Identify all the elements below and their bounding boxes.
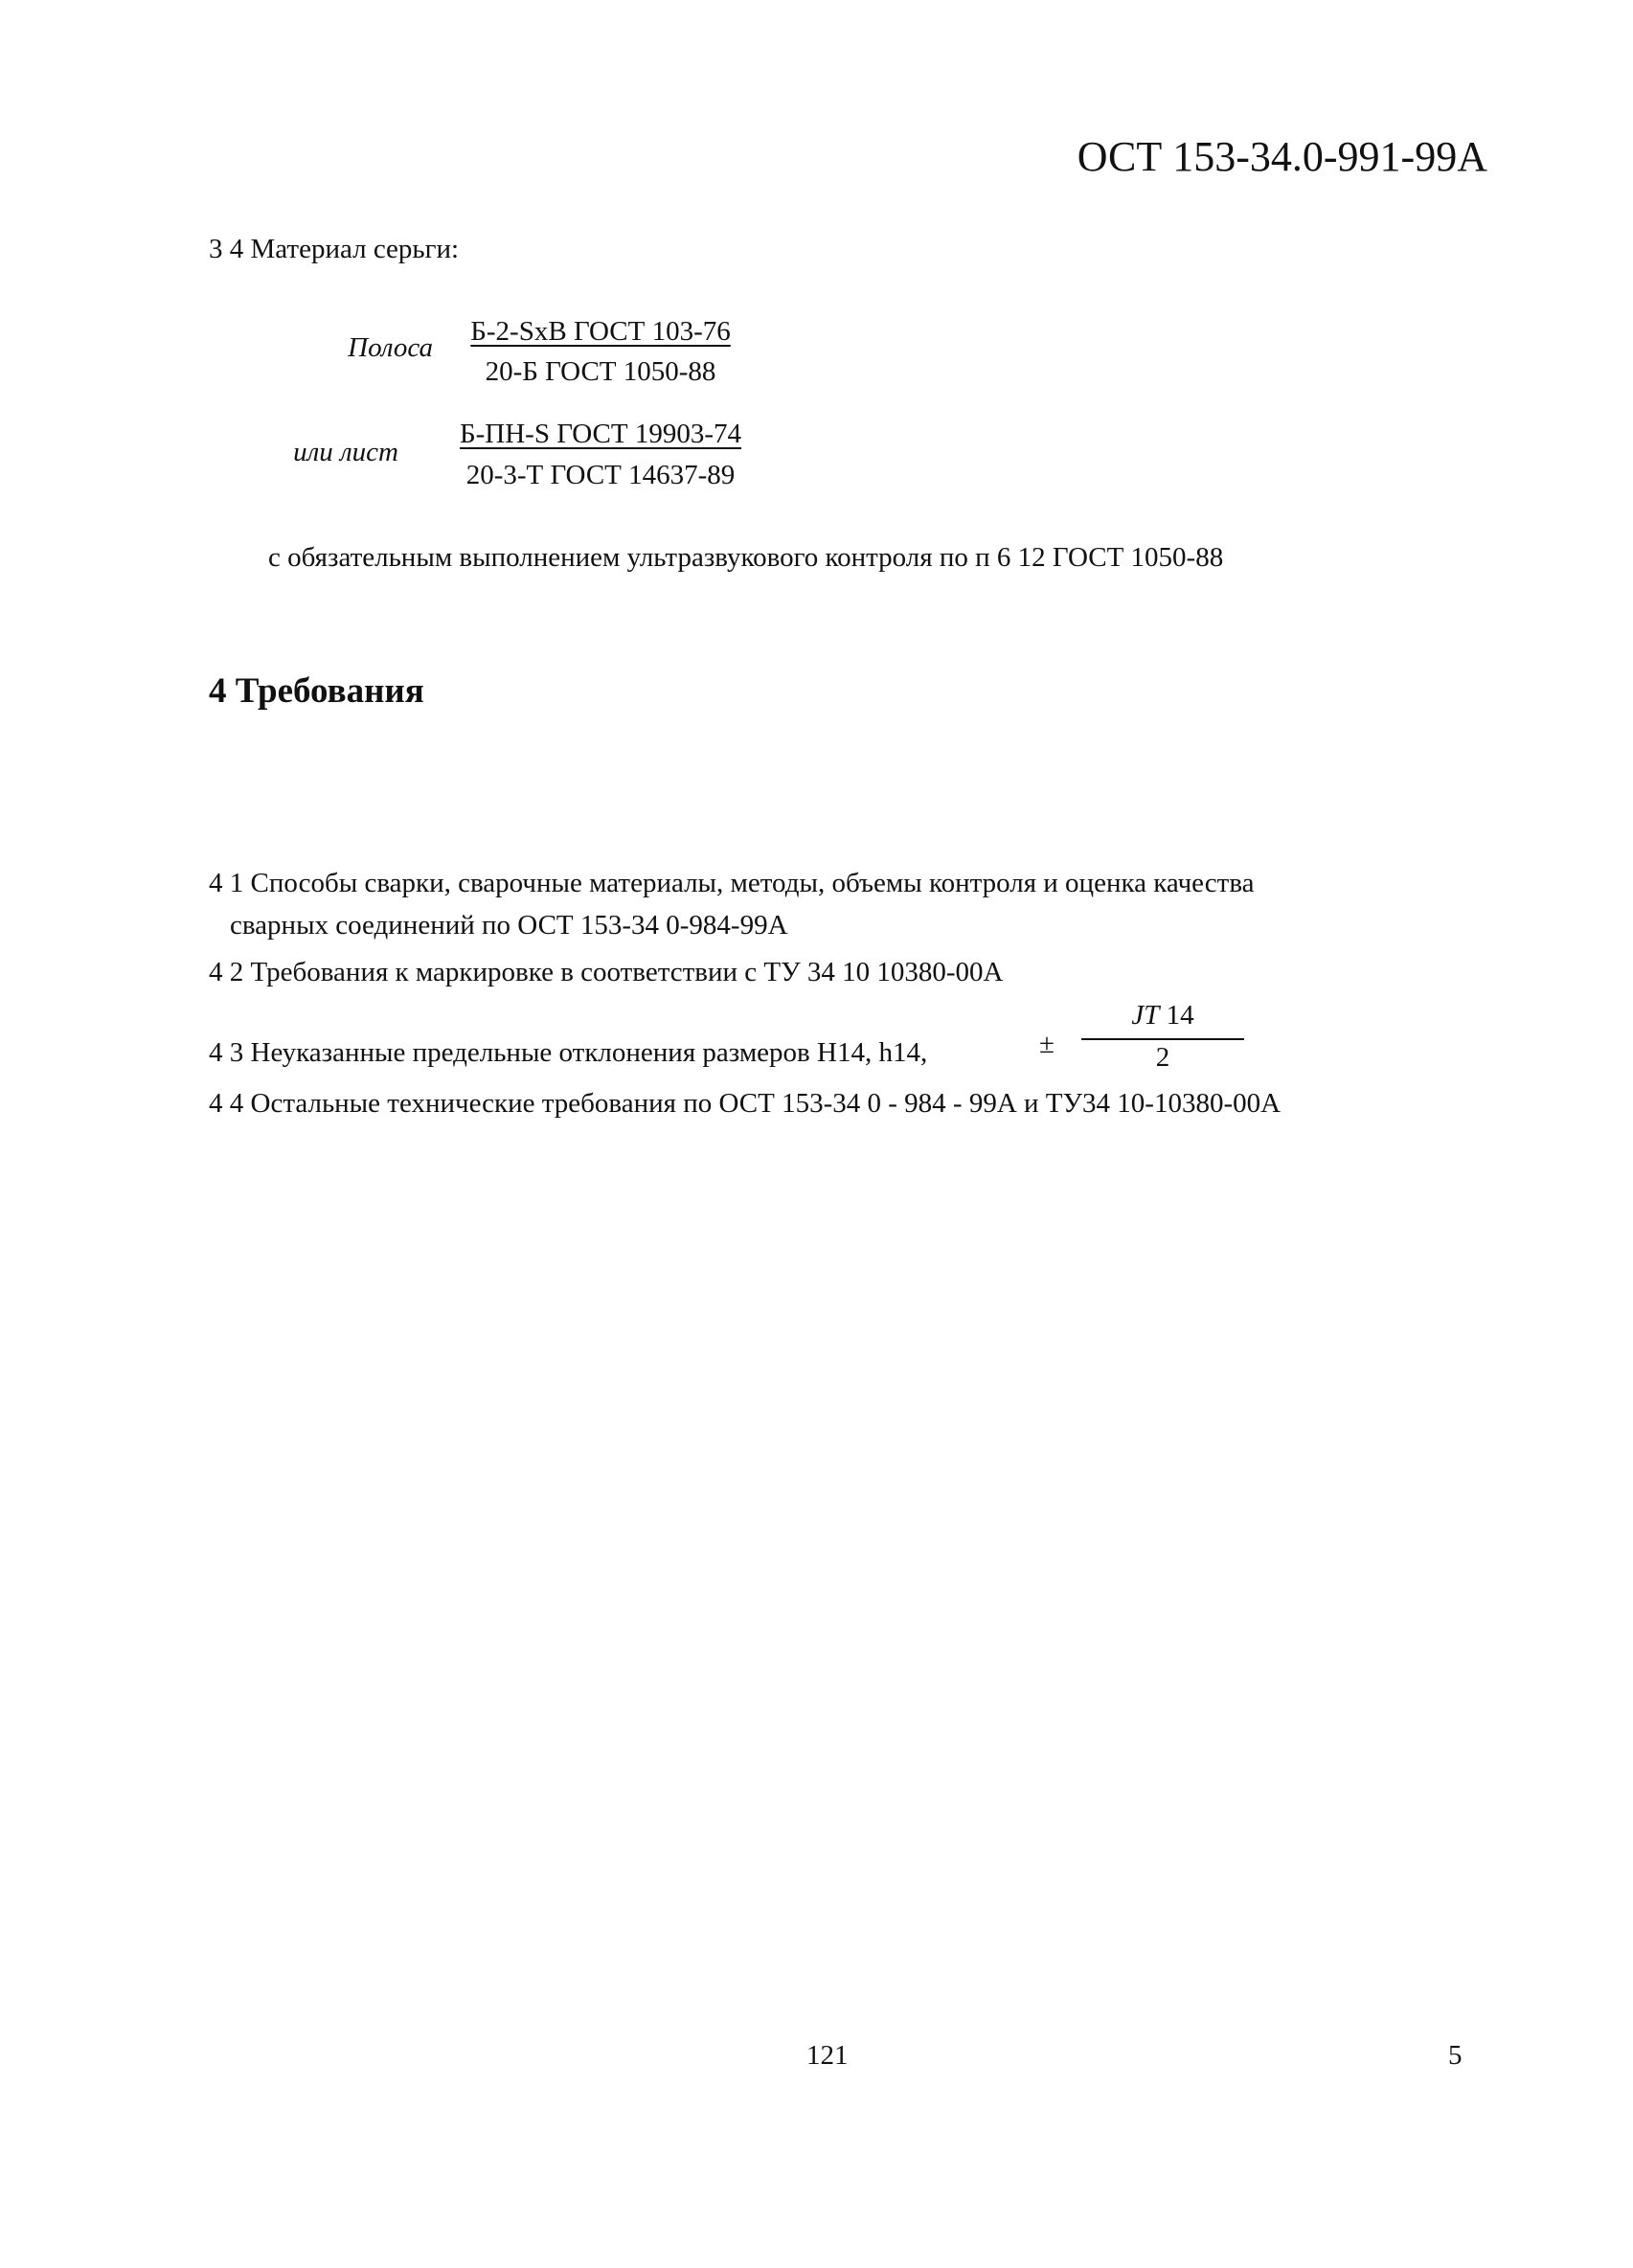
ultrasonic-control-note: с обязательным выполнением ультразвукового контроля по п 6 12 ГОСТ 1050-88 — [268, 542, 1224, 573]
item-3-4-heading: 3 4 Материал серьги: — [209, 234, 460, 264]
material-strip-steel: 20-Б ГОСТ 1050-88 — [485, 356, 716, 387]
document-code: ОСТ 153-34.0-991-99А — [1077, 133, 1487, 180]
fraction-numerator-symbol: JT — [1131, 1000, 1160, 1031]
fraction-numerator-number: 14 — [1166, 1000, 1194, 1031]
material-sheet-grade: Б-ПН-S ГОСТ 19903-74 — [459, 419, 742, 449]
item-4-1-line-1: 4 1 Способы сварки, сварочные материалы, методы, объемы контроля и оценка качества — [209, 868, 1255, 898]
section-4-title: 4 Требования — [209, 671, 424, 711]
fraction-denominator: 2 — [1155, 1042, 1170, 1073]
item-4-3: 4 3 Неуказанные предельные отклонения размеров H14, h14, — [209, 1037, 928, 1068]
page-number-right: 5 — [1448, 2040, 1463, 2071]
material-label-strip: Полоса — [348, 332, 433, 363]
plus-minus-sign: ± — [1039, 1029, 1055, 1059]
item-4-4: 4 4 Остальные технические требования по ОСТ 153-34 0 - 984 - 99А и ТУ34 10-10380-00А — [209, 1088, 1281, 1119]
page-number-center: 121 — [806, 2040, 849, 2071]
item-4-2: 4 2 Требования к маркировке в соответствии с ТУ 34 10 10380-00А — [209, 957, 1004, 987]
material-label-sheet: или лист — [293, 437, 398, 467]
material-strip-grade: Б-2-SxB ГОСТ 103-76 — [470, 316, 731, 347]
fraction-numerator — [1081, 1000, 1244, 1032]
material-sheet-steel: 20-3-Т ГОСТ 14637-89 — [465, 460, 736, 490]
item-4-1-line-2: сварных соединений по ОСТ 153-34 0-984-99А — [230, 910, 788, 941]
fraction-bar — [1081, 1038, 1244, 1040]
